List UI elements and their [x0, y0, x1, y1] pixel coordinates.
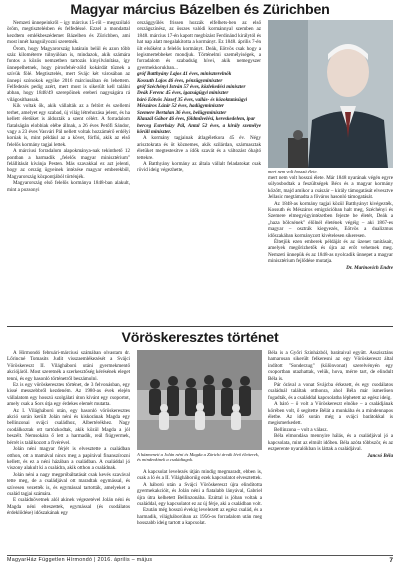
speaker-photo [268, 20, 393, 168]
article1-column-1 [7, 20, 130, 322]
photo-caption: A házmeneti a Jolán néni és Magda a Zürichi árvák lévő életterek, és mindenkinek a családtagok. [137, 452, 259, 463]
article-title: Vöröskeresztes történet [121, 330, 279, 346]
paragraph: Jolán néni magyar férjét is elvesztette a családban otthon, ott a mamával nincs meg a papírával finanszírozni kellett, és ez a néni házában a családban. A családdal jó viszony alakult ki a családra, akik otthon a családnak. [7, 446, 130, 472]
paragraph: Béla elmondása mennyire hálás, és a családjával jó a kapcsolata, mint az elmúlt időben. Béla azóta többször, és az eszperente nyaralókban is láttak a családjával. [268, 433, 393, 453]
paragraph: Ezután még hosszú évekig levelezett az egész család, és a harmadik, világháborúban az 1956-os forradalom után meg hosszabb ideig tartott a kapcsolat. [137, 507, 262, 527]
paragraph: országgyűlés frissen hozzák elfelhets-ben az első országszínész, az összes valódi kormánnyal szemben az 1848. március 17-én kapott megbízást Ferdinánd királytól és hat nap alatt megalakította a kormányt. Ez 1848. április 7-én ült elsőként a felelős kormányt. Deák, Eötvös csak hogy a legismertebbeket mondjuk. Történelmi személyiségek, a forradalom és szabadság hívei, akik nemegyszer gyermekkorukban... [137, 20, 261, 71]
author-signature: Dr. Marinovich Endre [346, 264, 393, 271]
paragraph: E családnövetnek alól akinek végezetével Jolán néni és Magda néni elteszettek, egymással (és csodálatos érdeklődése) időszakának egy [7, 497, 130, 517]
paragraph: Éltetjük ezen emberek példáját és az üzenet tanításait, amelyek megőrizhetők és újra az erőt vehetnek meg. Nemzeti ünnepük és az 1848-as nyolcadik ünnepet a magyar minisztérium fejlődése mutatja. [268, 239, 393, 265]
article1-column-2 [137, 20, 261, 322]
section-divider [7, 326, 393, 327]
minister-entry: báró Eötvös József 35 éves, vallás- és közoktatásügyi [137, 96, 248, 103]
paragraph: A háború után a Svájci Vöröskereszt újra elindította gyermekakcióit, és Jolán néni a fiatalabb lányával, Gabriel újra útra kelhetett Bellinzonába. Ezúttal is jóban voltak a családdal, egy kapcsolatot ez az új férje, aki a családban volt. [137, 481, 262, 508]
minister-entry: herceg Esterházy Pál, Antal 52 éves, a király személye körüli miniszter. [137, 122, 261, 135]
paragraph: Az 1848-as kormány tagjai közül Batthyányt kivégezték, Kossuth és Mészáros emigrációban halt meg, Széchényi és Szemere elmegyógyintézetben fejezte be életét, Deák a „haza bölcsének" élőlnél életének végéig – aki 1867-es magyar – osztrák kiegyezés, Eötvös a dualizmus időszakában kormányzott kivételesen sikeresen. [268, 200, 393, 239]
paragraph: Béla is a Győri Színházból, barátaival együtt. Asszisztáns hamarosan sikerült felkeresni az egy Vöröskereszt által indított "Sonderzug" (különvonat) szerelvényén egy csoportban utazhattak, velük, hova, mérre tart, de elindult Béla is. [268, 350, 393, 382]
paragraph: Jolán néni a nagy megpróbáltatását csak kevés szavával tette meg, de a családjával ott maradtak egymással, és szívesen vezették is, és egymással tartották, amelyeket a család tagjai számára. [7, 471, 130, 497]
paragraph: A márciusi forradalom alapokmánya-nak tekinthető 12 pontban a harmadik „felelős magyar minisztérium" felállítását kívánja Pesten. Más szavakkal ez azt jelenti, hogy az ország ügyeinek intézése magyar emberekből, Magyarország központjából történjék. [7, 148, 130, 180]
paragraph: Pár órával a vonat Svájcba érkezett, és egy csodálatos családnál találtak otthonra, ahol Béla már ismerősen fogadták, és a családdal kapcsolatba léphetett az egész ideig. [268, 382, 393, 401]
paragraph: mert nem volt hosszú élete. Már 1848 nyarának végén egyre súlyosbodtak a feszültségek Bécs és a magyar kormány között, majd amikor a császár – király támogatását elvesztve Jellasic megtámadta a főváros hasonló támogatását. [268, 175, 393, 201]
paragraph: Bellinzona – volt a válasz. [274, 426, 328, 433]
article2-column-1 [7, 350, 130, 551]
group-photo-image [137, 350, 262, 450]
minister-entry: Deák Ferenc 45 éves, igazságügyi miniszter [137, 90, 229, 97]
minister-entry: gróf Széchényi István 57 éves, közlekedési miniszter [137, 84, 246, 91]
paragraph: A Batthyány kormány az általa vállalt feladatokat csak rövid ideig végezhette, [137, 160, 261, 174]
minister-entry: Szemere Bertalan 36 éves, belügyminiszter [137, 109, 227, 116]
speaker-photo-image [268, 20, 393, 168]
page-number: 7 [389, 557, 393, 564]
article2-column-3 [268, 350, 393, 551]
minister-entry: Kossuth Lajos 46 éves, pénzügyminiszter [137, 77, 223, 84]
minister-entry: Klauzál Gábor 46 éves, földművelési, kereskedelem, ipar [137, 116, 256, 123]
article1-column-3 [268, 175, 393, 322]
article-title: Magyar március Bázelben és Zürichben [70, 2, 330, 18]
article2-column-2 [137, 469, 262, 551]
paragraph: Ez is egy vöröskeresztes történet, de 3 felvonásban, egy kissé messzebbről kezdeném. Az 1980-as évek elején vállalatom egy hosszú szolgálati úton kívánt egy csoportot, amely csak a Sors útja egy érdekes elemét mutatta. [7, 382, 130, 408]
paragraph: Kik voltak ők, akik vállalták az a feltört és szellemi terhet, amelyet egy szabad, új világ létrehozása jelent, és ha kellett életüket is áldozták a szent célért. A forradalom fiatalságán elobbiak elébe állnak, a 26 éves Petőfi Sándor, vagy a 23 éves Vasvári Pál nellett voltak hozzámérő erdélyi korúak is, mint például az a követ, fórfiú, akik az első felelős kormány tagjai lettek. [7, 103, 130, 148]
group-photo [137, 350, 262, 450]
author-signature: Jancsó Béla [367, 452, 393, 459]
minister-entry: gróf Batthyány Lajos 41 éves, miniszterelnök [137, 71, 232, 78]
paragraph: A kormány tagjainak átlagéletkora 45 év. Négy arisztokrata és öt köznemes, akik szilárdan, szármasztak életüket megtestesítve a ídők szavát és a változást óhajtó tettekre. [137, 135, 261, 161]
paragraph: Magyarország első felelős kormánya 1848-ban alakult, mint a pozsonyi [7, 180, 130, 193]
paragraph: Az I. Világháború után, egy hasonló vöröskeresztes akció során került Jolán néni és kiskorának Magda egy bellinzonai svájci családhoz, Albertérékhez. Nagy csodálkoztak ott tartózkodtak, akik közül Magda a jól beszélt. Nemsokára ő lett a harmadik, reál fiúgyermek, bérrét is találkozott a fivérével. [7, 407, 130, 446]
paragraph: Örom, hogy Magyarország határain belül és azon több száz kilométerre túlnyúlóan is, mindazok, akik számára fontos a közös nemzetben tartozás kinyilvánítása, így ünnepelhetnek, hogy pirosfehér-zöld kokárdát tűznek a szívük fölé. Megtisztelés, mert Svájc két városában az ünnepi szónokok egyike 2016 márciusában én lehettem. Felfedezés pedig azért, mert most is sikerült kell találni abban, hogy 1848/49 szerepőinek ereberi nagyságára rá világosíthassak. [7, 45, 130, 103]
footer-publication: MagyarHáz Független Hírmondó | 2016. április – május [7, 557, 153, 563]
photo-caption: mert nem volt hosszú élete. [268, 169, 318, 174]
paragraph: A Hirmondó februári-márciusi számában olvastam dr. Lőrincné Tomasits Judit visszaemlékezését a Svájci Vöröskereszt II. Világháború utáni gyermekmentő akciójáról. Most szeretnék a szerkesztőség kérésének eleget tenni, és egy hasonló történetről beszámolni. [7, 350, 130, 382]
paragraph: A kapcsolat levelezés útján mindig megmaradt, ebben is, csak a ló és a II. Világháborúig ezek kapcsolatot elvesztettek. [137, 469, 262, 482]
paragraph: Nemzeti ünnepeinkről – így március 15-ről – megszólaló öröm, megtisztelésben és felfedéssé. Ezzel a mondattal kezdtem emlékbeszédemet Bázelben és Zürichben, ami most innét hangsúlyozni szeretnék. [7, 20, 130, 46]
paragraph: A báró – ő volt a Vöröskereszt elnöke – a családjának körében volt, ő segítette Bélát a munkába és a mindennapos életbe. Az idő során még a svájci barátokkal is megismerkedett. [268, 401, 393, 427]
page-footer [7, 555, 393, 565]
minister-entry: Mészáros Lázár 52 éves, hadügyminiszter [137, 103, 225, 110]
